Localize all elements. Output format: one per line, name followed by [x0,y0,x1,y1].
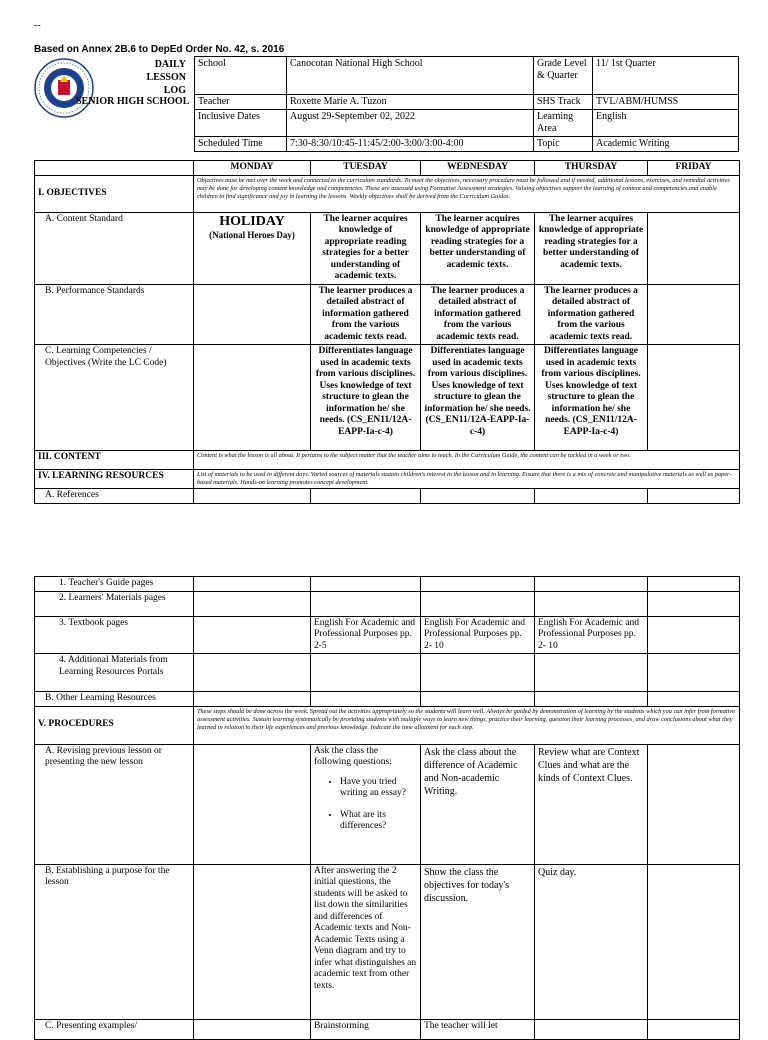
procedure-a-monday [194,744,311,864]
procedure-b-tuesday: After answering the 2 initial questions, the students will be asked to list down the similarities and differences of Academic texts and Non-Academic Texts using a Venn diagram and try to infer what distinguishes an academic text from other texts. [311,864,421,1019]
am-tuesday [311,654,421,692]
daily-lesson-log-title [120,58,186,97]
other-wednesday [421,692,535,707]
corner-cell [35,161,194,176]
am-monday [194,654,311,692]
objectives-note: Objectives must be met over the week and connected to the curriculum standards. To meet the objectives, necessary procedure must be followed and if needed, additional lessons, exercises, and remedial activities may be done for developing content knowledge and competencies. These are assessed using Formative Assessment strategies. Valuing objectives support the learning of content and competencies and enable children to find significance and joy in learning the lessons. Weekly objectives shall be derived from the Curriculum Guides. [194,175,740,212]
content-standard-wednesday: The learner acquires knowledge of appropriate reading strategies for a better understanding of academic texts. [421,212,535,284]
other-friday [648,692,740,707]
procedures-heading: V. PROCEDURES [35,706,194,744]
other-monday [194,692,311,707]
performance-thursday: The learner produces a detailed abstract of information gathered from the various academic texts read. [535,284,648,345]
topic-value: Academic Writing [593,137,739,152]
procedure-c-label: C. Presenting examples/ [35,1019,194,1039]
learning-resources-note: List of materials to be used in different days. Varied sources of materials sustain children's interest in the lesson and in learning. Ensure that there is a mix of concrete and manipulative materials as well as paper-based materials. Hands-on learning promotes concept development. [194,470,740,489]
am-friday [648,654,740,692]
procedure-b-thursday: Quiz day. [535,864,648,1019]
procedure-a-wednesday: Ask the class about the difference of Academic and Non-academic Writing. [421,744,535,864]
references-label: A. References [35,489,194,504]
competencies-wednesday: Differentiates language used in academic texts from various disciplines. Uses knowledge of text structure to glean the information he/ she needs. (CS_EN11/12A-EAPP-Ia-c-4) [421,345,535,451]
procedure-c-monday [194,1019,311,1039]
procedure-a-question-list [314,777,417,833]
area-value: English [593,110,739,137]
procedure-b-label: B. Establishing a purpose for the lesson [35,864,194,1019]
procedure-c-wednesday: The teacher will let [421,1019,535,1039]
procedure-a-thursday: Review what are Context Clues and what are the kinds of Context Clues. [535,744,648,864]
content-standard-friday [648,212,740,284]
other-tuesday [311,692,421,707]
performance-standards-label: B. Performance Standards [35,284,194,345]
references-wednesday [421,489,535,504]
additional-materials-label: 4. Additional Materials from Learning Resources Portals [35,654,194,692]
content-note: Content is what the lesson is all about. It pertains to the subject matter that the teacher aims to teach. In the Curriculum Guide, the content can be tackled in a week or two. [194,451,740,470]
teacher-value: Roxette Marie A. Tuzon [287,95,534,110]
question-item: • Have you tried writing an essay? [340,777,417,800]
competencies-tuesday: Differentiates language used in academic texts from various disciplines. Uses knowledge of text structure to glean the information he/ she needs. (CS_EN11/12A-EAPP-Ia-c-4) [311,345,421,451]
day-wednesday: WEDNESDAY [421,161,535,176]
content-standard-thursday: The learner acquires knowledge of appropriate reading strategies for a better understanding of academic texts. [535,212,648,284]
day-monday: MONDAY [194,161,311,176]
lm-friday [648,591,740,616]
tg-tuesday [311,577,421,592]
performance-wednesday: The learner produces a detailed abstract of information gathered from the various academic texts read. [421,284,535,345]
annex-reference: Based on Annex 2B.6 to DepEd Order No. 42, s. 2016 [34,44,285,55]
lm-wednesday [421,591,535,616]
lm-thursday [535,591,648,616]
grade-value: 11/ 1st Quarter [593,57,739,95]
header-info-table [194,56,739,152]
school-label: School [195,57,287,95]
other-resources-label: B. Other Learning Resources [35,692,194,707]
learners-materials-label: 2. Learners' Materials pages [35,591,194,616]
am-wednesday [421,654,535,692]
references-friday [648,489,740,504]
performance-monday [194,284,311,345]
school-value: Canocotan National High School [287,57,534,95]
track-label: SHS Track [534,95,593,110]
top-mark: -- [34,20,41,31]
procedure-b-wednesday: Show the class the objectives for today's discussion. [421,864,535,1019]
content-standard-label: A. Content Standard [35,212,194,284]
objectives-heading: I. OBJECTIVES [35,175,194,212]
competencies-thursday: Differentiates language used in academic texts from various disciplines. Uses knowledge of text structure to glean the information he/ she needs. (CS_EN11/12A-EAPP-Ia-c-4) [535,345,648,451]
competencies-label: C. Learning Competencies / Objectives (Write the LC Code) [35,345,194,451]
tg-monday [194,577,311,592]
dates-label: Inclusive Dates [195,110,287,137]
performance-friday [648,284,740,345]
track-value: TVL/ABM/HUMSS [593,95,739,110]
title-line: LESSON [146,72,186,83]
lesson-plan-table-part1 [34,160,740,504]
performance-tuesday: The learner produces a detailed abstract of information gathered from the various academic texts read. [311,284,421,345]
procedure-a-tuesday-intro: Ask the class the following questions: [314,745,392,767]
day-thursday: THURSDAY [535,161,648,176]
topic-label: Topic [534,137,593,152]
procedure-a-label: A. Revising previous lesson or presenting the new lesson [35,744,194,864]
tg-friday [648,577,740,592]
dates-value: August 29-September 02, 2022 [287,110,534,137]
references-monday [194,489,311,504]
monday-holiday [194,212,311,284]
day-friday: FRIDAY [648,161,740,176]
lm-monday [194,591,311,616]
teacher-label: Teacher [195,95,287,110]
tb-tuesday: English For Academic and Professional Purposes pp. 2-5 [311,616,421,654]
procedure-b-friday [648,864,740,1019]
tb-thursday: English For Academic and Professional Purposes pp. 2- 10 [535,616,648,654]
senior-high-school-label: SENIOR HIGH SCHOOL [76,96,190,107]
grade-label: Grade Level & Quarter [534,57,593,95]
learning-resources-heading: IV. LEARNING RESOURCES [35,470,194,489]
procedure-c-thursday [535,1019,648,1039]
procedure-a-tuesday [311,744,421,864]
area-label: Learning Area [534,110,593,137]
references-thursday [535,489,648,504]
title-line: DAILY [154,59,186,70]
competencies-monday [194,345,311,451]
am-thursday [535,654,648,692]
tb-monday [194,616,311,654]
procedures-note: These steps should be done across the week. Spread out the activities appropriately so the students will learn well. Always be guided by demonstration of learning by the students which you can infer from formative assessment activities. Sustain learning systematically by providing students with multiple ways to learn new things, practice their learning, question their learning processes, and draw conclusions about what they learned in relation to their life experiences and previous knowledge. Indicate the time allotment for each step. [194,706,740,744]
tb-friday [648,616,740,654]
references-tuesday [311,489,421,504]
question-item: • What are its differences? [340,810,417,833]
content-standard-tuesday: The learner acquires knowledge of appropriate reading strategies for a better understanding of academic texts. [311,212,421,284]
procedure-c-friday [648,1019,740,1039]
holiday-subtitle: (National Heroes Day) [209,229,295,240]
lm-tuesday [311,591,421,616]
time-label: Scheduled Time [195,137,287,152]
tb-wednesday: English For Academic and Professional Purposes pp. 2- 10 [421,616,535,654]
day-tuesday: TUESDAY [311,161,421,176]
lesson-plan-table-part2 [34,576,740,1040]
tg-wednesday [421,577,535,592]
tg-thursday [535,577,648,592]
deped-seal-logo [34,58,94,118]
time-value: 7:30-8:30/10:45-11:45/2:00-3:00/3:00-4:00 [287,137,534,152]
other-thursday [535,692,648,707]
procedure-b-monday [194,864,311,1019]
title-line: LOG [163,85,186,96]
teachers-guide-label: 1. Teacher's Guide pages [35,577,194,592]
content-heading: III. CONTENT [35,451,194,470]
textbook-pages-label: 3. Textbook pages [35,616,194,654]
competencies-friday [648,345,740,451]
procedure-c-tuesday: Brainstorming [311,1019,421,1039]
procedure-a-friday [648,744,740,864]
holiday-title: HOLIDAY [219,213,285,229]
